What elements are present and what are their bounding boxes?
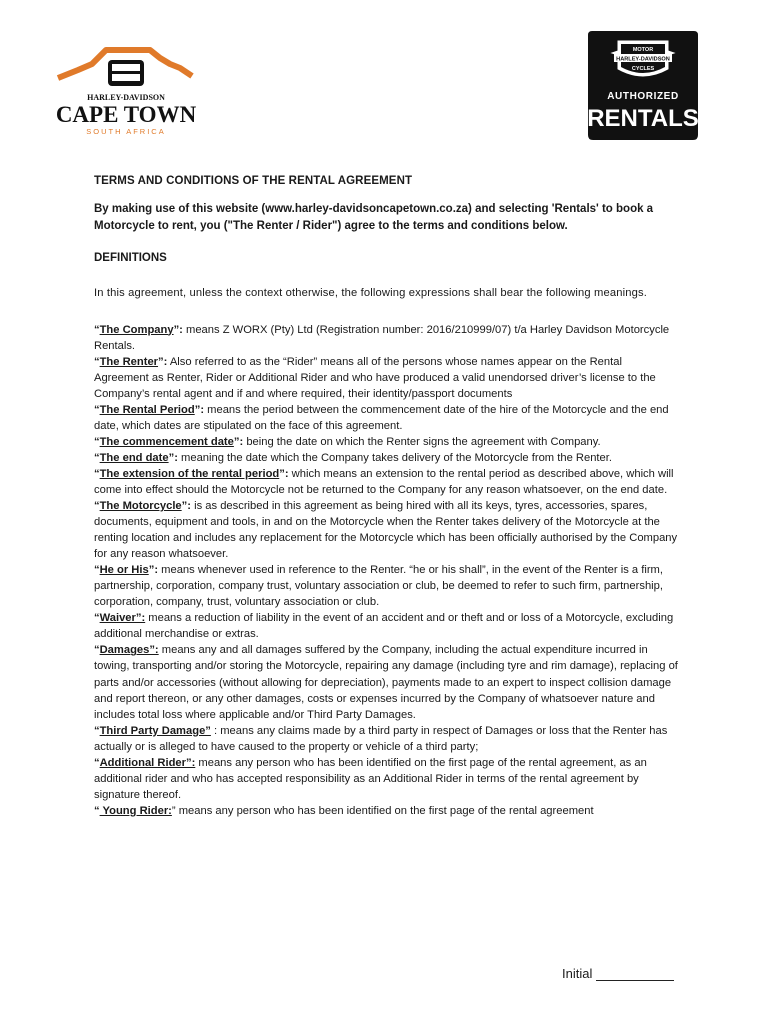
rentals-text: RENTALS bbox=[587, 105, 699, 132]
definition-item bbox=[94, 402, 679, 434]
definition-item bbox=[94, 450, 679, 466]
definition-item bbox=[94, 755, 679, 803]
definition-item bbox=[94, 562, 679, 610]
initial-field[interactable] bbox=[562, 966, 674, 981]
definition-item bbox=[94, 803, 679, 819]
definition-item bbox=[94, 498, 679, 562]
authorized-text: AUTHORIZED bbox=[607, 91, 679, 102]
definition-item bbox=[94, 723, 679, 755]
definition-text: is as described in this agreement as being hired with all its keys, tyres, accessories, spares, documents, equipment and tools, in and on the Motorcycle when the Renter takes delivery of the Motorcycle at the renting location and includes any replacement for the Motorcycle which has been officially authorised by the Company for any reason whatsoever. bbox=[94, 500, 678, 561]
authorized-rentals-logo bbox=[584, 29, 702, 142]
definition-text: Also referred to as the “Rider” means all of the persons whose names appear on the Rental Agreement as Renter, Rider or Additional Rider and who have produced a valid unendorsed driver’s license to the Company’s rental agent and if and where required, their identity/passport documents bbox=[94, 355, 656, 400]
logo-city-text: CAPE TOWN bbox=[55, 102, 197, 127]
badge-mid-text: HARLEY-DAVIDSON bbox=[616, 56, 670, 63]
initial-label: Initial bbox=[562, 966, 593, 981]
definition-term: “He or His”: bbox=[94, 564, 159, 577]
definitions-list bbox=[94, 322, 679, 819]
definition-term: “Waiver”: bbox=[94, 612, 146, 625]
definition-term: “The commencement date”: bbox=[94, 435, 244, 448]
definition-term: “Additional Rider”: bbox=[94, 756, 196, 769]
definition-text: which means an extension to the rental period as described above, which will come into effect should the Motorcycle not be returned to the Company for any reason whatsoever, on the end date. bbox=[94, 467, 674, 496]
definition-item bbox=[94, 434, 679, 450]
definition-term: “The extension of the rental period”: bbox=[94, 467, 289, 480]
initial-line[interactable] bbox=[596, 967, 674, 981]
document-body bbox=[94, 175, 679, 819]
definitions-intro: In this agreement, unless the context otherwise, the following expressions shall bear the following meanings. bbox=[94, 287, 648, 299]
definition-item bbox=[94, 642, 679, 722]
intro-paragraph: By making use of this website (www.harley-davidsoncapetown.co.za) and selecting 'Rentals' to book a Motorcycle to rent, you ("The Renter / Rider") agree to the terms and conditions below. bbox=[94, 203, 654, 232]
definition-text: ” means any person who has been identified on the first page of the rental agreement bbox=[171, 804, 594, 817]
document-title: TERMS AND CONDITIONS OF THE RENTAL AGREEMENT bbox=[94, 175, 413, 187]
definition-text: meaning the date which the Company takes delivery of the Motorcycle from the Renter. bbox=[177, 451, 612, 464]
definition-term: “The Renter”: bbox=[94, 355, 168, 368]
definition-text: means the period between the commencement date of the hire of the Motorcycle and the end date, which dates are stipulated on the face of this agreement. bbox=[94, 403, 669, 432]
definition-item bbox=[94, 610, 679, 642]
cape-town-logo bbox=[52, 42, 204, 137]
table-mountain-icon bbox=[52, 42, 204, 137]
definition-item bbox=[94, 322, 679, 354]
definition-term: “The Motorcycle”: bbox=[94, 500, 191, 513]
definition-text: being the date on which the Renter signs the agreement with Company. bbox=[243, 435, 601, 448]
definition-term: “The Company”: bbox=[94, 323, 183, 336]
definition-term: “Third Party Damage” bbox=[94, 724, 211, 737]
definition-term: “ Young Rider: bbox=[94, 804, 172, 817]
definition-text: means Z WORX (Pty) Ltd (Registration number: 2016/210999/07) t/a Harley Davidson Motorcycle Rentals. bbox=[94, 323, 670, 352]
definition-item bbox=[94, 466, 679, 498]
definition-text: : means any claims made by a third party in respect of Damages or loss that the Renter has actually or is alleged to have caused to the property or vehicle of a third party; bbox=[94, 724, 668, 753]
definition-item bbox=[94, 354, 679, 402]
badge-top-text: MOTOR bbox=[632, 47, 654, 53]
badge-bottom-text: CYCLES bbox=[631, 66, 655, 72]
definition-text: means whenever used in reference to the Renter. “he or his shall”, in the event of the Renter is a firm, partnership, corporation, company trust, voluntary association or club, be deemed to refer to such firm, partnership, corporation, company, trust, voluntary association or club. bbox=[94, 564, 663, 609]
definition-term: “The end date”: bbox=[94, 451, 178, 464]
definition-term: “The Rental Period”: bbox=[94, 403, 205, 416]
rentals-badge-icon bbox=[584, 29, 702, 142]
logo-brand-text: HARLEY-DAVIDSON bbox=[87, 93, 165, 102]
definition-text: means any person who has been identified on the first page of the rental agreement, as an additional rider and who has accepted responsibility as an Additional Rider in terms of the rental agreement by signature thereof. bbox=[94, 756, 647, 801]
definition-text: means a reduction of liability in the event of an accident and or theft and or loss of a Motorcycle, excluding additional merchandise or extras. bbox=[94, 612, 674, 641]
definition-term: “Damages”: bbox=[94, 644, 159, 657]
definition-text: means any and all damages suffered by the Company, including the actual expenditure incurred in towing, transporting and/or storing the Motorcycle, repairing any damage (including tyre and rim damage), replacing of parts and/or accessories (without allowing for depreciation), payments made to an expert to inspect collision damage and report thereon, or any other damages, costs or expenses incurred by the Company of whatsoever nature and includes total loss where applicable and/or Third Party Damages. bbox=[94, 644, 678, 721]
logo-region-text: SOUTH AFRICA bbox=[86, 127, 166, 136]
definitions-heading: DEFINITIONS bbox=[94, 252, 167, 264]
